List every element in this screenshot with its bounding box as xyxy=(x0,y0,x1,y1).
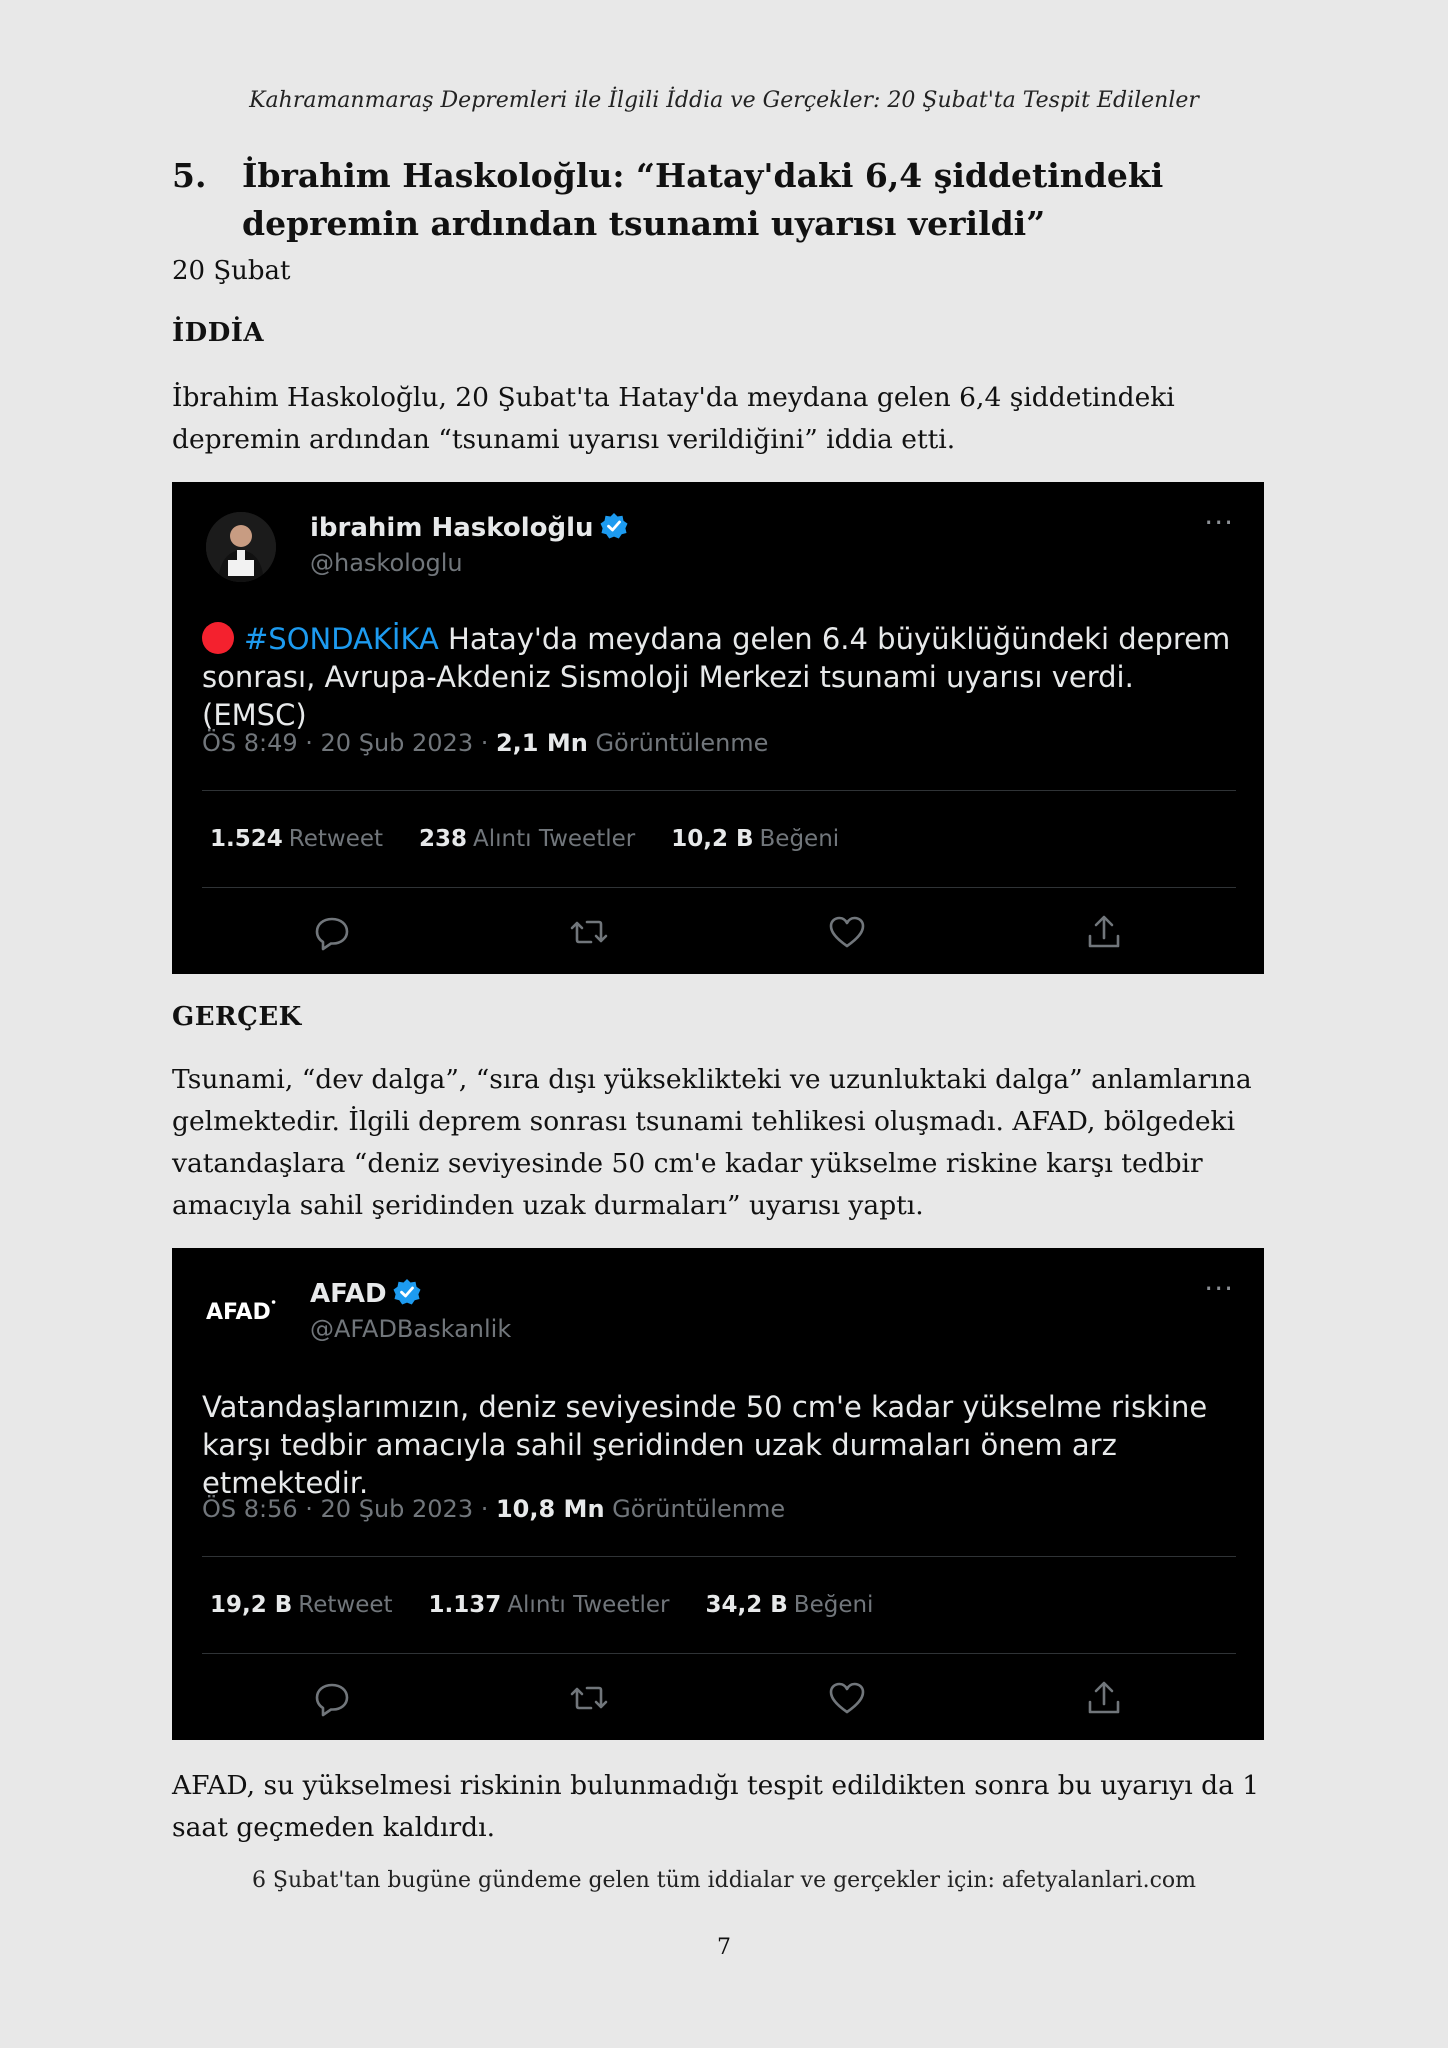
fact-heading: GERÇEK xyxy=(172,1002,302,1032)
verified-icon xyxy=(393,1278,421,1313)
divider xyxy=(202,887,1236,888)
tweet-stats xyxy=(210,826,839,852)
like-icon[interactable] xyxy=(827,1678,867,1718)
author-handle[interactable]: @AFADBaskanlik xyxy=(310,1315,512,1343)
divider xyxy=(202,1653,1236,1654)
view-count: 2,1 Mn xyxy=(495,729,588,757)
tweet-card-haskologlu xyxy=(172,482,1264,974)
view-label: Görüntülenme xyxy=(587,729,769,757)
afad-star-icon xyxy=(271,1297,276,1307)
more-icon[interactable]: ··· xyxy=(1204,506,1234,539)
more-icon[interactable]: ··· xyxy=(1204,1272,1234,1305)
like-count: 34,2 B xyxy=(705,1592,788,1618)
tweet-stats xyxy=(210,1592,873,1618)
author-name-text[interactable]: AFAD xyxy=(310,1279,387,1309)
avatar[interactable] xyxy=(206,512,276,582)
claim-heading: İDDİA xyxy=(172,318,265,348)
quote-stat[interactable] xyxy=(419,826,635,852)
retweet-label: Retweet xyxy=(298,1592,393,1618)
quote-label: Alıntı Tweetler xyxy=(507,1592,670,1618)
page-number: 7 xyxy=(717,1935,731,1960)
verified-icon xyxy=(600,512,628,547)
author-name-text[interactable]: ibrahim Haskoloğlu xyxy=(310,513,594,543)
tweet-timestamp xyxy=(202,729,768,757)
share-icon[interactable] xyxy=(1084,1678,1124,1718)
tweet-time[interactable]: ÖS 8:49 · 20 Şub 2023 · xyxy=(202,729,496,757)
retweet-count: 19,2 B xyxy=(210,1592,293,1618)
retweet-count: 1.524 xyxy=(210,826,283,852)
running-header: Kahramanmaraş Depremleri ile İlgili İddia ve Gerçekler: 20 Şubat'ta Tespit Edilenler xyxy=(249,88,1199,113)
like-label: Beğeni xyxy=(759,826,840,852)
reply-icon[interactable] xyxy=(312,1678,352,1718)
retweet-stat[interactable] xyxy=(210,826,383,852)
conclusion-text: AFAD, su yükselmesi riskinin bulunmadığı tespit edildikten sonra bu uyarıyı da 1 saat geçmeden kaldırdı. xyxy=(172,1770,1260,1843)
like-count: 10,2 B xyxy=(671,826,754,852)
divider xyxy=(202,790,1236,791)
reply-icon[interactable] xyxy=(312,912,352,952)
hashtag-link[interactable]: #SONDAKİKA xyxy=(244,622,439,656)
view-label: Görüntülenme xyxy=(604,1495,786,1523)
retweet-icon[interactable] xyxy=(569,1678,609,1718)
tweet-text xyxy=(202,620,1232,734)
quote-count: 238 xyxy=(419,826,468,852)
tweet-body: Vatandaşlarımızın, deniz seviyesinde 50 cm'e kadar yükselme riskine karşı tedbir amacıyla sahil şeridinden uzak durmaları önem arz etmektedir. xyxy=(202,1390,1208,1500)
quote-stat[interactable] xyxy=(429,1592,670,1618)
section-number: 5. xyxy=(172,156,207,195)
tweet-body: Hatay'da meydana gelen 6.4 büyüklüğündeki deprem sonrası, Avrupa-Akdeniz Sismoloji Merkezi tsunami uyarısı verdi. (EMSC) xyxy=(202,622,1231,732)
author-handle[interactable]: @haskologlu xyxy=(310,549,463,577)
like-stat[interactable] xyxy=(671,826,839,852)
quote-label: Alıntı Tweetler xyxy=(473,826,636,852)
view-count: 10,8 Mn xyxy=(495,1495,605,1523)
like-icon[interactable] xyxy=(827,912,867,952)
tweet-actions xyxy=(172,1678,1264,1718)
tweet-timestamp xyxy=(202,1495,785,1523)
afad-logo[interactable] xyxy=(206,1286,276,1338)
quote-count: 1.137 xyxy=(428,1592,502,1618)
section-heading: İbrahim Haskoloğlu: “Hatay'daki 6,4 şiddetindeki depremin ardından tsunami uyarısı verildi” xyxy=(242,156,1164,243)
afad-logo-text: AFAD xyxy=(206,1299,271,1325)
tweet-actions xyxy=(172,912,1264,952)
retweet-icon[interactable] xyxy=(569,912,609,952)
red-circle-icon xyxy=(202,622,234,654)
share-icon[interactable] xyxy=(1084,912,1124,952)
retweet-label: Retweet xyxy=(288,826,384,852)
section-title xyxy=(172,152,1282,248)
author-name[interactable] xyxy=(310,1278,421,1313)
footer-note: 6 Şubat'tan bugüne gündeme gelen tüm iddialar ve gerçekler için: afetyalanlari.com xyxy=(251,1868,1197,1893)
claim-text: İbrahim Haskoloğlu, 20 Şubat'ta Hatay'da meydana gelen 6,4 şiddetindeki depremin ardından “tsunami uyarısı verildiğini” iddia etti. xyxy=(172,382,1175,455)
tweet-card-afad xyxy=(172,1248,1264,1740)
divider xyxy=(202,1556,1236,1557)
tweet-time[interactable]: ÖS 8:56 · 20 Şub 2023 · xyxy=(202,1495,496,1523)
retweet-stat[interactable] xyxy=(210,1592,393,1618)
like-stat[interactable] xyxy=(706,1592,874,1618)
section-date: 20 Şubat xyxy=(172,256,291,286)
like-label: Beğeni xyxy=(793,1592,874,1618)
author-name[interactable] xyxy=(310,512,628,547)
fact-text: Tsunami, “dev dalga”, “sıra dışı yükseklikteki ve uzunluktaki dalga” anlamlarına gelmektedir. İlgili deprem sonrası tsunami tehlikesi oluşmadı. AFAD, bölgedeki vatandaşlara “deniz seviyesinde 50 cm'e kadar yükselme riskine karşı tedbir amacıyla sahil şeridinden uzak durmaları” uyarısı yaptı. xyxy=(172,1064,1252,1221)
